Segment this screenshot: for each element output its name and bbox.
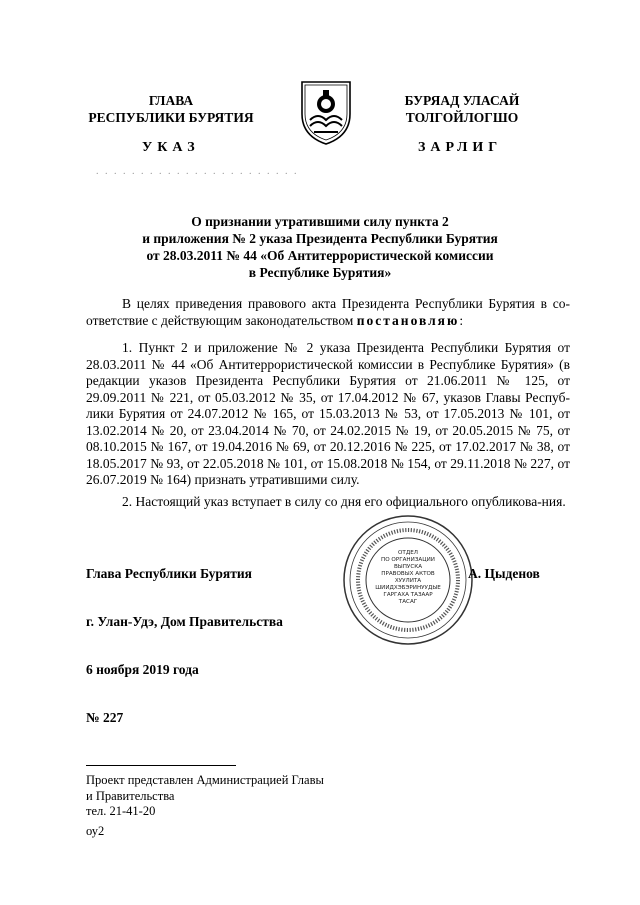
header-separator: . . . . . . . . . . . . . . . . . . . . . . . [96,166,299,177]
official-stamp [340,512,476,648]
coat-of-arms-emblem [296,76,356,148]
item-1-text: 1. Пункт 2 и приложение № 2 указа Президента Республики Бурятия от 28.03.2011 № 44 «Об Антитеррористической комиссии в Республике Бурятия» (в редакции указов Президента Республики Бурятия от 21.06.2011 № 125, от 29.09.2011 № 221, от 05.03.2012 № 35, от 17.04.2012 № 67, указов Главы Респуб-лики Бурятия от 24.07.2012 № 165, от 15.03.2013 № 53, от 17.05.2013 № 101, от 13.02.2014 № 20, от 23.04.2014 № 70, от 24.02.2015 № 19, от 20.05.2015 № 75, от 08.10.2015 № 167, от 19.04.2016 № 69, от 20.12.2016 № 225, от 17.02.2017 № 38, от 18.05.2017 № 93, от 22.05.2018 № 101, от 15.08.2018 № 154, от 29.11.2018 № 227, от 26.07.2019 № 164) признать утратившими силу. [86,340,570,487]
doc-type-right: ЗАРЛИГ [418,140,503,155]
preamble-text: В целях приведения правового акта Президента Республики Бурятия в со-ответствие с действующим законодательством [86,296,570,328]
coat-of-arms-icon [296,76,356,148]
title-line1: О признании утратившими силу пункта 2 [191,214,449,229]
header-right-line1: БУРЯАД УЛАСАЙ [404,93,520,108]
doc-type-left: УКАЗ [142,140,200,155]
signature-position: Глава Республики Бурятия [86,566,252,581]
item-2-paragraph [86,494,570,511]
stamp-line1: ОТДЕЛ [398,550,418,556]
header-left [76,92,266,126]
footer-note [86,773,324,820]
stamp-line7: ГАРГАХА ТАЗААР [383,592,433,598]
header-right-line2: ТОЛГОЙЛОГШО [405,110,519,125]
stamp-line5: ХУУЛИТА [394,578,422,584]
header-left-line1: ГЛАВА [148,93,194,108]
preamble-emphasis: постановляю [356,312,460,328]
footer-line2: и Правительства [86,788,175,803]
header-right [372,92,552,126]
footer-code: оу2 [86,824,105,838]
footer-divider [86,765,236,766]
item-1-paragraph [86,340,570,489]
stamp-line2: ПО ОРГАНИЗАЦИИ [381,557,435,563]
signature-date: 6 ноября 2019 года [86,662,199,677]
stamp-text [368,550,448,606]
title-line2: и приложения № 2 указа Президента Республики Бурятия [142,231,498,246]
item-2-text: 2. Настоящий указ вступает в силу со дня его официального опубликова-ния. [122,494,566,509]
footer-line1: Проект представлен Администрацией Главы [86,773,324,787]
signature-place: г. Улан-Удэ, Дом Правительства [86,614,283,629]
stamp-line3: ВЫПУСКА [393,564,423,570]
preamble-paragraph [86,296,570,329]
document-number: № 227 [86,710,124,725]
title-line3: от 28.03.2011 № 44 «Об Антитеррористической комиссии [146,248,494,263]
footer-line3: тел. 21-41-20 [86,804,156,818]
preamble-end: : [459,312,464,328]
stamp-line6: ШИИДХЭБЭРИНУУДЫЕ [375,585,441,591]
signature-name: А. Цыденов [468,566,540,581]
title-line4: в Республике Бурятия» [248,265,392,280]
header-left-line2: РЕСПУБЛИКИ БУРЯТИЯ [88,110,254,125]
stamp-line8: ТАСАГ [398,599,418,605]
stamp-line4: ПРАВОВЫХ АКТОВ [381,571,435,577]
document-title [100,213,540,281]
